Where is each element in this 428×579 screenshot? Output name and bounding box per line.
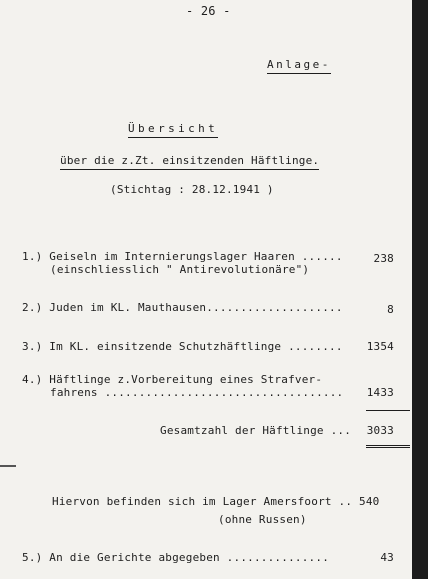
total-label: Gesamtzahl der Häftlinge ...: [160, 424, 352, 437]
margin-mark: [0, 465, 16, 467]
camp-note: Hiervon befinden sich im Lager Amersfoort .. 540: [52, 495, 380, 508]
total-value: 3033: [366, 424, 394, 437]
page-number: - 26 -: [186, 4, 231, 18]
total-double-rule: [366, 445, 410, 448]
list-item-value: 8: [387, 303, 394, 316]
list-item-text: 2.) Juden im KL. Mauthausen....................: [22, 301, 343, 314]
list-item-text: 1.) Geiseln im Internierungslager Haaren ......: [22, 250, 343, 263]
list-item-value: 1354: [366, 340, 394, 353]
list-item-value: 43: [380, 551, 394, 564]
camp-note-continuation: (ohne Russen): [218, 513, 307, 526]
sum-rule: [366, 410, 410, 411]
list-item-text: 5.) An die Gerichte abgegeben ...............: [22, 551, 330, 564]
list-item-text: 3.) Im KL. einsitzende Schutzhäftlinge ........: [22, 340, 343, 353]
list-item-value: 1433: [366, 386, 394, 399]
list-item-value: 238: [373, 252, 394, 265]
list-item-text-continuation: fahrens ...................................: [50, 386, 344, 399]
annex-label: Anlage-: [267, 58, 331, 74]
page-title: Übersicht: [128, 122, 218, 138]
list-item-text-continuation: (einschliesslich " Antirevolutionäre"): [50, 263, 310, 276]
reference-date: (Stichtag : 28.12.1941 ): [110, 183, 274, 196]
list-item-text: 4.) Häftlinge z.Vorbereitung eines Strafver-: [22, 373, 323, 386]
page-subtitle: über die z.Zt. einsitzenden Häftlinge.: [60, 154, 319, 170]
